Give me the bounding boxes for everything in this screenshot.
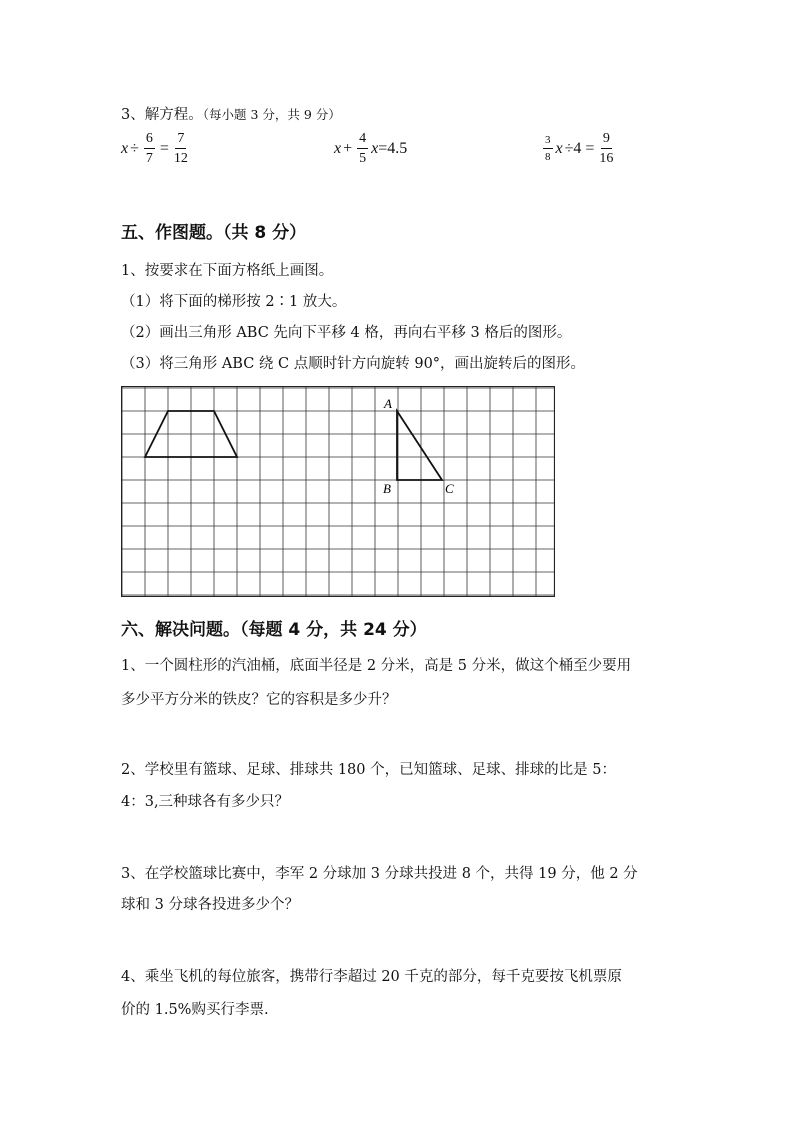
- equation-3: [540, 128, 616, 170]
- problem-1-line-1: 1、一个圆柱形的汽油桶，底面半径是 2 分米，高是 5 分米，做这个桶至少要用: [121, 658, 632, 674]
- eq1-f2-denominator: 12: [173, 151, 188, 166]
- section-5-sub-2: （2）画出三角形 ABC 先向下平移 4 格，再向右平移 3 格后的图形。: [121, 325, 572, 341]
- eq3-f2-denominator: 16: [599, 151, 614, 166]
- equation-2: [334, 128, 407, 170]
- eq3-equals: =: [585, 140, 595, 157]
- problem-2-line-2: 4：3,三种球各有多少只？: [121, 794, 290, 810]
- eq2-f1-denominator: 5: [359, 151, 367, 166]
- section-5-sub-1: （1）将下面的梯形按 2∶1 放大。: [121, 294, 347, 310]
- question-3-score-note: （每小题 3 分，共 9 分）: [202, 107, 341, 122]
- question-3-text: 3、解方程。: [121, 107, 203, 123]
- problem-4-line-1: 4、乘坐飞机的每位旅客，携带行李超过 20 千克的部分，每千克要按飞机票原: [121, 969, 622, 985]
- grid-paper: [121, 386, 555, 597]
- problem-1-line-2: 多少平方分米的铁皮？它的容积是多少升？: [121, 692, 397, 708]
- eq2-var-2: x: [371, 140, 379, 157]
- problem-2-line-1: 2、学校里有篮球、足球、排球共 180 个，已知篮球、足球、排球的比是 5：: [121, 762, 616, 778]
- label-a: A: [384, 396, 392, 411]
- eq1-fraction-1: [144, 132, 155, 166]
- eq3-fraction-2: [599, 132, 613, 166]
- eq1-op: ÷: [130, 140, 139, 157]
- eq1-f2-numerator: 7: [175, 132, 186, 149]
- eq3-op: ÷4: [564, 140, 582, 157]
- eq1-f1-numerator: 6: [144, 132, 155, 149]
- section-5-heading: 五、作图题。（共 8 分）: [121, 223, 307, 243]
- eq3-var: x: [555, 140, 563, 157]
- eq2-f1-numerator: 4: [357, 132, 368, 149]
- eq2-op: +: [343, 140, 353, 157]
- grid-border: [122, 387, 555, 597]
- label-b: B: [383, 481, 391, 496]
- question-3-title: [121, 103, 341, 124]
- eq2-rhs: =4.5: [378, 140, 408, 157]
- eq1-var: x: [121, 140, 129, 157]
- section-6-heading: 六、解决问题。（每题 4 分，共 24 分）: [121, 620, 427, 640]
- label-c: C: [445, 481, 454, 496]
- equation-1: [121, 128, 191, 170]
- eq2-var: x: [334, 140, 342, 157]
- section-5-question-1: 1、按要求在下面方格纸上画图。: [121, 263, 334, 279]
- problem-4-line-2: 价的 1.5%购买行李票.: [121, 1002, 269, 1018]
- triangle-abc: [397, 411, 442, 480]
- eq3-f2-numerator: 9: [601, 132, 612, 149]
- eq2-fraction-1: [357, 132, 368, 166]
- eq3-fraction-1: [543, 135, 553, 163]
- section-5-sub-3: （3）将三角形 ABC 绕 C 点顺时针方向旋转 90°，画出旋转后的图形。: [121, 356, 586, 372]
- grid-lines: [121, 386, 555, 597]
- eq1-fraction-2: [174, 132, 188, 166]
- eq3-f1-numerator: 3: [543, 135, 553, 149]
- problem-3-line-1: 3、在学校篮球比赛中，李军 2 分球加 3 分球共投进 8 个，共得 19 分，他 2 分: [121, 866, 638, 882]
- eq3-f1-denominator: 8: [545, 151, 551, 163]
- problem-3-line-2: 球和 3 分球各投进多少个？: [121, 897, 299, 913]
- eq1-equals: =: [159, 140, 169, 157]
- grid-drawing: [121, 386, 555, 597]
- eq1-f1-denominator: 7: [145, 151, 153, 166]
